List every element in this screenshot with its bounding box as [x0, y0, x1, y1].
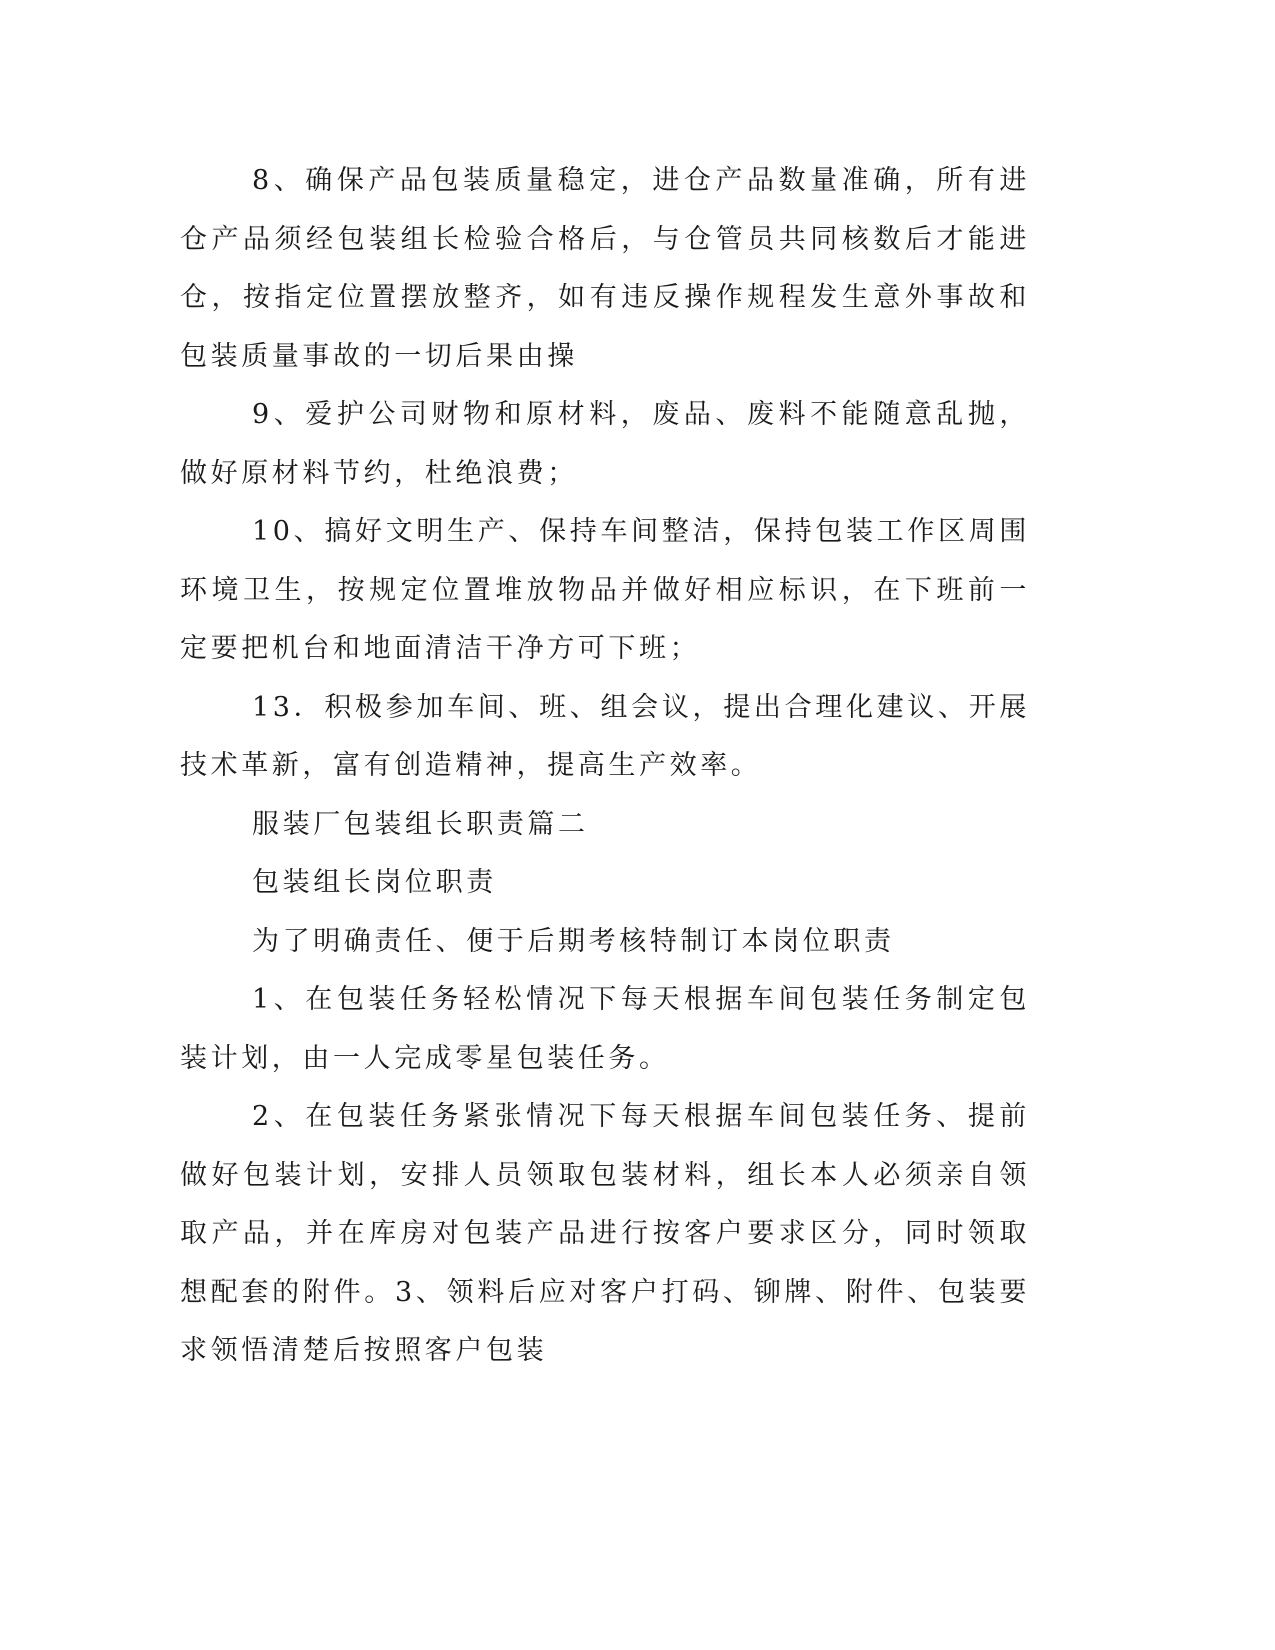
paragraph-item-10: 10、搞好文明生产、保持车间整洁，保持包装工作区周围环境卫生，按规定位置堆放物品并做好相应标识，在下班前一定要把机台和地面清洁干净方可下班； [180, 516, 1030, 664]
document-body [180, 152, 1030, 1381]
section-title: 服装厂包装组长职责篇二 [252, 808, 589, 840]
section-subtitle: 包装组长岗位职责 [252, 867, 497, 898]
paragraph-item-1: 1、在包装任务轻松情况下每天根据车间包装任务制定包装计划，由一人完成零星包装任务。 [180, 984, 1030, 1074]
paragraph-item-9: 9、爱护公司财物和原材料，废品、废料不能随意乱抛，做好原材料节约，杜绝浪费； [180, 399, 1030, 489]
paragraph-item-2: 2、在包装任务紧张情况下每天根据车间包装任务、提前做好包装计划，安排人员领取包装材料，组长本人必须亲自领取产品，并在库房对包装产品进行按客户要求区分，同时领取想配套的附件。3、领料后应对客户打码、铆牌、附件、包装要求领悟清楚后按照客户包装 [180, 1101, 1030, 1366]
paragraph-item-8: 8、确保产品包装质量稳定，进仓产品数量准确，所有进仓产品须经包装组长检验合格后，与仓管员共同核数后才能进仓，按指定位置摆放整齐，如有违反操作规程发生意外事故和包装质量事故的一切后果由操 [180, 165, 1030, 372]
paragraph-item-13: 13．积极参加车间、班、组会议，提出合理化建议、开展技术革新，富有创造精神，提高生产效率。 [180, 691, 1030, 781]
intro-paragraph: 为了明确责任、便于后期考核特制订本岗位职责 [252, 925, 895, 957]
